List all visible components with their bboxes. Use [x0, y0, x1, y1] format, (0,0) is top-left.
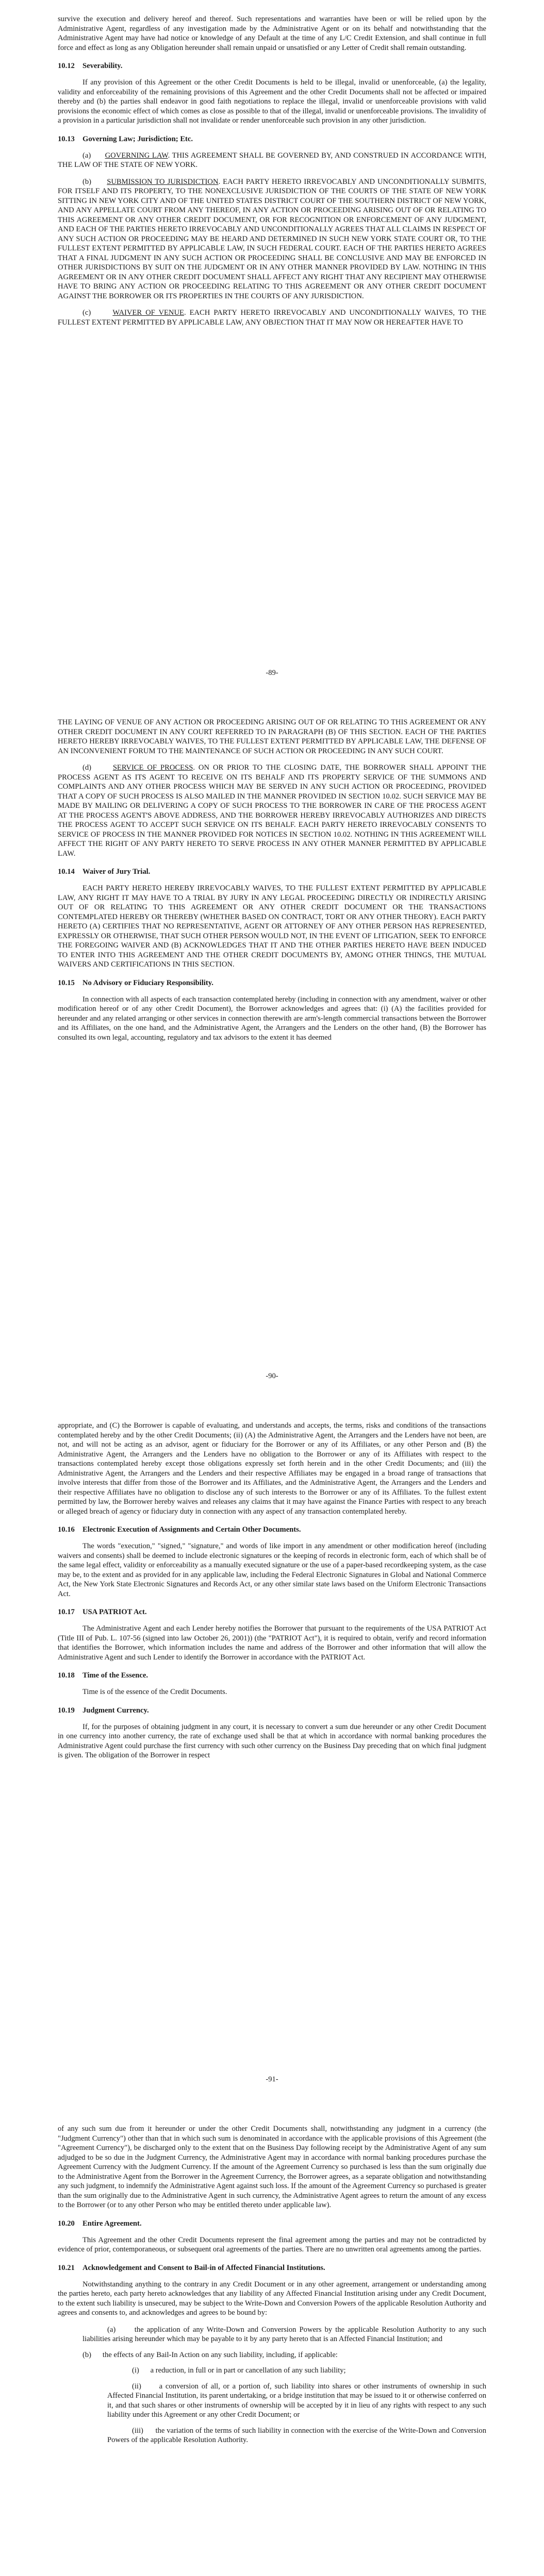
paragraph: In connection with all aspects of each transaction contemplated hereby (including in connection with any amendment, waiver or other modification hereof or of any other Credit Document), the Borrower acknowledges and agrees that: (i) (A) the facilities provided for hereunder and any related arranging or other services in connection therewith are arm's-length commercial transactions between the Borrower and its Affiliates, on the one hand, and the Administrative Agent, the Arrangers and the Lenders on the other hand, (B) the Borrower has consulted its own legal, accounting, regulatory and tax advisors to the extent it has deemed — [58, 995, 486, 1042]
paragraph: of any such sum due from it hereunder or under the other Credit Documents shall, notwithstanding any judgment in a currency (the "Judgment Currency") other than that in which such sum is denominated in accordance with the applicable provisions of this Agreement (the "Agreement Currency"), be discharged only to the extent that on the Business Day following receipt by the Administrative Agent of any sum adjudged to be so due in the Judgment Currency, the Administrative Agent may in accordance with normal banking procedures purchase the Agreement Currency with the Judgment Currency. If the amount of the Agreement Currency so purchased is less than the sum originally due to the Administrative Agent from the Borrower in the Agreement Currency, the Borrower agrees, as a separate obligation and notwithstanding any such judgment, to indemnify the Administrative Agent against such loss. If the amount of the Agreement Currency so purchased is greater than the sum originally due to the Administrative Agent in such currency, the Administrative Agent agrees to return the amount of any excess to the Borrower (or to any other Person who may be entitled thereto under applicable law). — [58, 2125, 486, 2209]
section-heading-10-12: 10.12 Severability. — [58, 62, 123, 70]
section-heading-10-20: 10.20 Entire Agreement. — [58, 2219, 142, 2228]
section-heading-10-21: 10.21 Acknowledgement and Consent to Bail-in of Affected Financial Institutions. — [58, 2263, 325, 2272]
page-90 — [0, 703, 544, 1406]
paragraph: Time is of the essence of the Credit Documents. — [83, 1688, 227, 1696]
section-heading-10-16: 10.16 Electronic Execution of Assignments and Certain Other Documents. — [58, 1526, 301, 1534]
list-item: (iii) the variation of the terms of such liability in connection with the exercise of the Write-Down and Conversion Powers of the applicable Resolution Authority. — [107, 2426, 486, 2444]
paragraph: The Administrative Agent and each Lender hereby notifies the Borrower that pursuant to the requirements of the USA PATRIOT Act (Title III of Pub. L. 107-56 (signed into law October 26, 2001)) (the "PATRIOT Act"), it is required to obtain, verify and record information that identifies the Borrower, which information includes the name and address of the Borrower and other information that will allow the Administrative Agent and such Lender to identify the Borrower in accordance with the PATRIOT Act. — [58, 1624, 486, 1662]
page-89 — [0, 0, 544, 703]
list-item: (i) a reduction, in full or in part or cancellation of any such liability; — [132, 2366, 346, 2375]
paragraph: THE LAYING OF VENUE OF ANY ACTION OR PROCEEDING ARISING OUT OF OR RELATING TO THIS AGREEMENT OR ANY OTHER CREDIT DOCUMENT IN ANY COURT REFERRED TO IN PARAGRAPH (B) OF THIS SECTION. EACH OF THE PARTIES HERETO HEREBY IRREVOCABLY WAIVES, TO THE FULLEST EXTENT PERMITTED BY APPLICABLE LAW, THE DEFENSE OF AN INCONVENIENT FORUM TO THE MAINTENANCE OF SUCH ACTION OR PROCEEDING IN ANY SUCH COURT. — [58, 718, 486, 755]
page-number: -89- — [266, 669, 278, 677]
paragraph: EACH PARTY HERETO HEREBY IRREVOCABLY WAIVES, TO THE FULLEST EXTENT PERMITTED BY APPLICABLE LAW, ANY RIGHT IT MAY HAVE TO A TRIAL BY JURY IN ANY LEGAL PROCEEDING DIRECTLY OR INDIRECTLY ARISING OUT OF OR RELATING TO THIS AGREEMENT OR ANY OTHER CREDIT DOCUMENT OR THE TRANSACTIONS CONTEMPLATED HEREBY OR THEREBY (WHETHER BASED ON CONTRACT, TORT OR ANY OTHER THEORY). EACH PARTY HERETO (A) CERTIFIES THAT NO REPRESENTATIVE, AGENT OR ATTORNEY OF ANY OTHER PERSON HAS REPRESENTED, EXPRESSLY OR OTHERWISE, THAT SUCH OTHER PERSON WOULD NOT, IN THE EVENT OF LITIGATION, SEEK TO ENFORCE THE FOREGOING WAIVER AND (B) ACKNOWLEDGES THAT IT AND THE OTHER PARTIES HERETO HAVE BEEN INDUCED TO ENTER INTO THIS AGREEMENT AND THE OTHER CREDIT DOCUMENTS BY, AMONG OTHER THINGS, THE MUTUAL WAIVERS AND CERTIFICATIONS IN THIS SECTION. — [58, 884, 486, 969]
paragraph: If any provision of this Agreement or the other Credit Documents is held to be illegal, invalid or unenforceable, (a) the legality, validity and enforceability of the remaining provisions of this Agreement and the other Credit Documents shall not be affected or impaired thereby and (b) the parties shall endeavor in good faith negotiations to replace the illegal, invalid or unenforceable provisions with valid provisions the economic effect of which comes as close as possible to that of the illegal, invalid or unenforceable provisions. The invalidity of a provision in a particular jurisdiction shall not invalidate or render unenforceable such provision in any other jurisdiction. — [58, 78, 486, 125]
page-number: -90- — [266, 1372, 278, 1380]
page-number: -91- — [266, 2075, 278, 2083]
section-heading-10-18: 10.18 Time of the Essence. — [58, 1671, 149, 1680]
paragraph-waiver-of-venue: (c) WAIVER OF VENUE. EACH PARTY HERETO IRREVOCABLY AND UNCONDITIONALLY WAIVES, TO THE FULLEST EXTENT PERMITTED BY APPLICABLE LAW, ANY OBJECTION THAT IT MAY NOW OR HEREAFTER HAVE TO — [58, 309, 487, 327]
paragraph-governing-law: (a) GOVERNING LAW. THIS AGREEMENT SHALL BE GOVERNED BY, AND CONSTRUED IN ACCORDANCE WITH, THE LAW OF THE STATE OF NEW YORK. — [58, 151, 486, 169]
section-heading-10-14: 10.14 Waiver of Jury Trial. — [58, 868, 151, 876]
section-heading-10-15: 10.15 No Advisory or Fiduciary Responsibility. — [58, 978, 213, 987]
paragraph: Notwithstanding anything to the contrary in any Credit Document or in any other agreement, arrangement or understanding among the parties hereto, each party hereto acknowledges that any liability of any Affected Financial Institution arising under any Credit Document, to the extent such liability is unsecured, may be subject to the Write-Down and Conversion Powers of the applicable Resolution Authority and agrees and consents to, and acknowledges and agrees to be bound by: — [58, 2280, 486, 2317]
paragraph: If, for the purposes of obtaining judgment in any court, it is necessary to convert a sum due hereunder or any other Credit Document in one currency into another currency, the rate of exchange used shall be that at which in accordance with normal banking procedures the Administrative Agent could purchase the first currency with such other currency on the Business Day preceding that on which final judgment is given. The obligation of the Borrower in respect — [58, 1722, 486, 1759]
list-item: (b) the effects of any Bail-In Action on any such liability, including, if applicable: — [83, 2350, 338, 2359]
paragraph-service-of-process: (d) SERVICE OF PROCESS. ON OR PRIOR TO THE CLOSING DATE, THE BORROWER SHALL APPOINT THE PROCESS AGENT AS ITS AGENT TO RECEIVE ON ITS BEHALF AND ITS PROPERTY SERVICE OF THE SUMMONS AND COMPLAINTS AND ANY OTHER PROCESS WHICH MAY BE SERVED IN ANY SUCH ACTION OR PROCEEDING, PROVIDED THAT A COPY OF SUCH PROCESS IS ALSO MAILED IN THE MANNER PROVIDED IN SECTION 10.02. SUCH SERVICE MAY BE MADE BY MAILING OR DELIVERING A COPY OF SUCH PROCESS TO THE BORROWER IN CARE OF THE PROCESS AGENT AT THE PROCESS AGENT'S ABOVE ADDRESS, AND THE BORROWER HEREBY IRREVOCABLY AUTHORIZES AND DIRECTS THE PROCESS AGENT TO ACCEPT SUCH SERVICE ON ITS BEHALF. EACH PARTY HERETO IRREVOCABLY CONSENTS TO SERVICE OF PROCESS IN THE MANNER PROVIDED FOR NOTICES IN SECTION 10.02. NOTHING IN THIS AGREEMENT WILL AFFECT THE RIGHT OF ANY PARTY HERETO TO SERVE PROCESS IN ANY OTHER MANNER PERMITTED BY APPLICABLE LAW. — [58, 764, 487, 858]
paragraph-submission-to-jurisdiction: (b) SUBMISSION TO JURISDICTION. EACH PARTY HERETO IRREVOCABLY AND UNCONDITIONALLY SUBMITS, FOR ITSELF AND ITS PROPERTY, TO THE NONEXCLUSIVE JURISDICTION OF THE COURTS OF THE STATE OF NEW YORK SITTING IN NEW YORK CITY AND OF THE UNITED STATES DISTRICT COURT OF THE SOUTHERN DISTRICT OF NEW YORK, AND ANY APPELLATE COURT FROM ANY THEREOF, IN ANY ACTION OR PROCEEDING ARISING OUT OF OR RELATING TO THIS AGREEMENT OR ANY OTHER CREDIT DOCUMENT, OR FOR RECOGNITION OR ENFORCEMENT OF ANY JUDGMENT, AND EACH OF THE PARTIES HERETO IRREVOCABLY AND UNCONDITIONALLY AGREES THAT ALL CLAIMS IN RESPECT OF ANY SUCH ACTION OR PROCEEDING MAY BE HEARD AND DETERMINED IN SUCH NEW YORK STATE COURT OR, TO THE FULLEST EXTENT PERMITTED BY APPLICABLE LAW, IN SUCH FEDERAL COURT. EACH OF THE PARTIES HERETO AGREES THAT A FINAL JUDGMENT IN ANY SUCH ACTION OR PROCEEDING SHALL BE CONCLUSIVE AND MAY BE ENFORCED IN OTHER JURISDICTIONS BY SUIT ON THE JUDGMENT OR IN ANY OTHER MANNER PROVIDED BY LAW. NOTHING IN THIS AGREEMENT OR IN ANY OTHER CREDIT DOCUMENT SHALL AFFECT ANY RIGHT THAT ANY RECIPIENT MAY OTHERWISE HAVE TO BRING ANY ACTION OR PROCEEDING RELATING TO THIS AGREEMENT OR ANY OTHER CREDIT DOCUMENT AGAINST THE BORROWER OR ITS PROPERTIES IN THE COURTS OF ANY JURISDICTION. — [58, 177, 486, 300]
paragraph: The words "execution," "signed," "signature," and words of like import in any amendment or other modification hereof (including waivers and consents) shall be deemed to include electronic signatures or the keeping of records in electronic form, each of which shall be of the same legal effect, validity or enforceability as a manually executed signature or the use of a paper-based recordkeeping system, as the case may be, to the extent and as provided for in any applicable law, including the Federal Electronic Signatures in Global and National Commerce Act, the New York State Electronic Signatures and Records Act, or any other similar state laws based on the Uniform Electronic Transactions Act. — [58, 1542, 486, 1598]
paragraph: This Agreement and the other Credit Documents represent the final agreement among the parties and may not be contradicted by evidence of prior, contemporaneous, or subsequent oral agreements of the parties. There are no unwritten oral agreements among the parties. — [58, 2235, 486, 2253]
section-heading-10-19: 10.19 Judgment Currency. — [58, 1706, 149, 1715]
paragraph: appropriate, and (C) the Borrower is capable of evaluating, and understands and accepts, the terms, risks and conditions of the transactions contemplated hereby and by the other Credit Documents; (ii) (A) the Administrative Agent, the Arrangers and the Lenders have not been, are not, and will not be acting as an advisor, agent or fiduciary for the Borrower or any of its Affiliates, or any other Person and (B) the Administrative Agent, the Arrangers and the Lenders have no obligation to the Borrower or any of its Affiliates with respect to the transactions contemplated hereby except those obligations expressly set forth herein and in the other Credit Documents; and (iii) the Administrative Agent, the Arrangers and the Lenders and their respective Affiliates may be engaged in a broad range of transactions that involve interests that differ from those of the Borrower and its Affiliates, and the Administrative Agent, the Arrangers and the Lenders and their respective Affiliates have no obligation to disclose any of such interests to the Borrower or any of its Affiliates. To the fullest extent permitted by law, the Borrower hereby waives and releases any claims that it may have against the Finance Parties with respect to any breach or alleged breach of agency or fiduciary duty in connection with any aspect of any transaction contemplated hereby. — [58, 1421, 486, 1516]
section-heading-10-17: 10.17 USA PATRIOT Act. — [58, 1608, 147, 1616]
page-91 — [0, 1406, 544, 2110]
paragraph: survive the execution and delivery hereof and thereof. Such representations and warranties have been or will be relied upon by the Administrative Agent, regardless of any investigation made by the Administrative Agent or on its behalf and notwithstanding that the Administrative Agent may have had notice or knowledge of any Default at the time of any L/C Credit Extension, and shall continue in full force and effect as long as any Obligation hereunder shall remain unpaid or unsatisfied or any Letter of Credit shall remain outstanding. — [58, 15, 486, 52]
page-92 — [0, 2110, 544, 2576]
list-item: (a) the application of any Write-Down and Conversion Powers by the applicable Resolution Authority to any such liabilities arising hereunder which may be payable to it by any party hereto that is an Affected Financial Institution; and — [83, 2325, 486, 2343]
section-heading-10-13: 10.13 Governing Law; Jurisdiction; Etc. — [58, 134, 193, 143]
list-item: (ii) a conversion of all, or a portion of, such liability into shares or other instruments of ownership in such Affected Financial Institution, its parent undertaking, or a bridge institution that may be issued to it or otherwise conferred on it, and that such shares or other instruments of ownership will be accepted by it in lieu of any rights with respect to any such liability under this Agreement or any other Credit Document; or — [107, 2382, 487, 2419]
